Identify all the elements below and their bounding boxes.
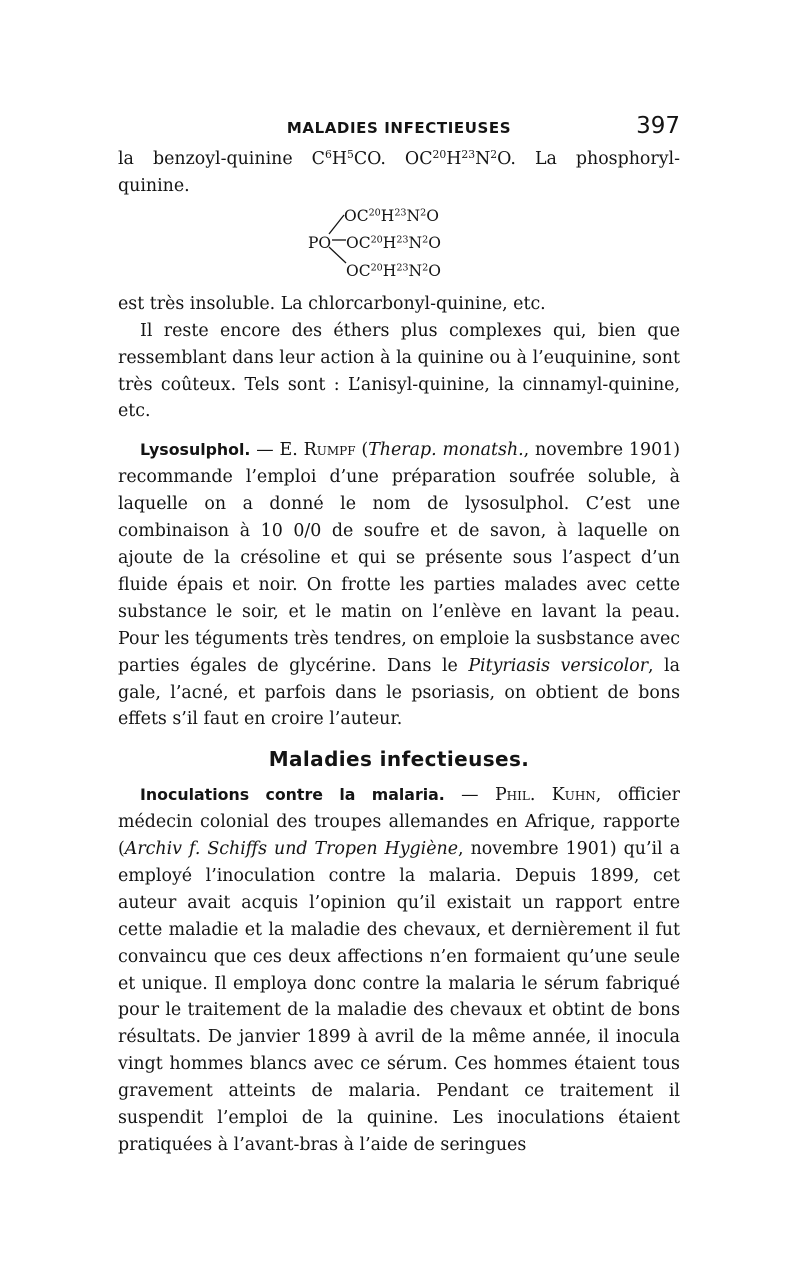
text-run: la benzoyl-quinine C (118, 149, 325, 169)
bond-upper (329, 215, 344, 234)
paragraph-malaria: Inoculations contre la malaria. — Phil. Kuhn, officier médecin colonial des troupes allemandes en Afrique, rapporte (Archiv f. Schiffs und Tropen Hygiène, novembre 1901) qu’il a employé l’inoculation contre la malaria. Depuis 1899, cet auteur avait acquis l’opinion qu’il existait un rapport entre cette maladie et la maladie des chevaux, et dernièrement il fut convaincu que ces deux affections n’en formaient qu’une seule et unique. Il employa donc contre la malaria le sérum fabriqué pour le traitement de la maladie des chevaux et obtint de bons résultats. De janvier 1899 à avril de la même année, il inocula vingt hommes blancs avec ce sérum. Ces hommes étaient tous gravement atteints de malaria. Pendant ce traitement il suspendit l’emploi de la quinine. Les inoculations étaient pratiquées à l’avant-bras à l’aide de seringues (118, 785, 680, 1155)
paragraph-benzoyl-quinine (118, 146, 680, 200)
text-run: H (446, 149, 462, 169)
subscript: 6 (324, 148, 332, 162)
running-header (118, 113, 680, 141)
subscript: 5 (346, 148, 354, 162)
running-title: MALADIES INFECTIEUSES (286, 119, 512, 137)
section-title: Maladies infectieuses. (268, 747, 530, 772)
phosphoryl-quinine-formula (118, 200, 680, 286)
subscript: 2 (490, 148, 498, 162)
subscript: 20 (432, 148, 447, 162)
malaria-heading: Inoculations contre la malaria. (140, 785, 445, 805)
insoluble-line: est très insoluble. La chlorcarbonyl-quinine, etc. (118, 293, 546, 314)
formula-group-3: $OC^{20}H^{23}N^2O$ (346, 261, 441, 280)
page-number: 397 (636, 113, 680, 139)
lysosulphol-heading: Lysosulphol. (140, 440, 251, 460)
author-name: Phil. Kuhn (494, 785, 596, 806)
paragraph-ethers: Il reste encore des éthers plus complexes qui, bien que ressemblant dans leur action à la quinine ou à l’euquinine, sont très coûteux. Tels sont : L’anisyl-quinine, la cinnamyl-quinine, etc. (118, 320, 680, 422)
text-run: O. La phosphoryl-quinine. (118, 149, 680, 196)
disease-name: Pityriasis versicolor (468, 655, 649, 676)
author-name: Rumpf (303, 440, 356, 461)
subscript: 23 (461, 148, 476, 162)
text-run: CO. OC (353, 149, 433, 169)
text-run: N (475, 149, 491, 169)
formula-group-2: $OC^{20}H^{23}N^2O$ (346, 233, 441, 252)
formula-po: PO (308, 233, 332, 252)
journal-title: Archiv f. Schiffs und Tropen Hygiène (124, 839, 459, 860)
formula-group-1: $OC^{20}H^{23}N^2O$ (344, 206, 439, 225)
text-run: H (331, 149, 347, 169)
body-text (118, 146, 680, 1159)
paragraph-lysosulphol: Lysosulphol. — E. Rumpf (Therap. monatsh., novembre 1901) recommande l’emploi d’une préparation soufrée soluble, à laquelle on a donné le nom de lysosulphol. C’est une combinaison à 10 0/0 de soufre et de savon, à laquelle on ajoute de la crésoline et qui se présente sous l’aspect d’un fluide épais et noir. On frotte les parties malades avec cette substance le soir, et le matin on l’enlève en lavant la peau. Pour les téguments très tendres, on emploie la susbstance avec parties égales de glycérine. Dans le Pityriasis versicolor, la gale, l’acné, et parfois dans le psoriasis, on obtient de bons effets s’il faut en croire l’auteur. (118, 440, 680, 730)
journal-title: Therap. monatsh. (368, 440, 524, 461)
bond-lower (329, 247, 346, 263)
